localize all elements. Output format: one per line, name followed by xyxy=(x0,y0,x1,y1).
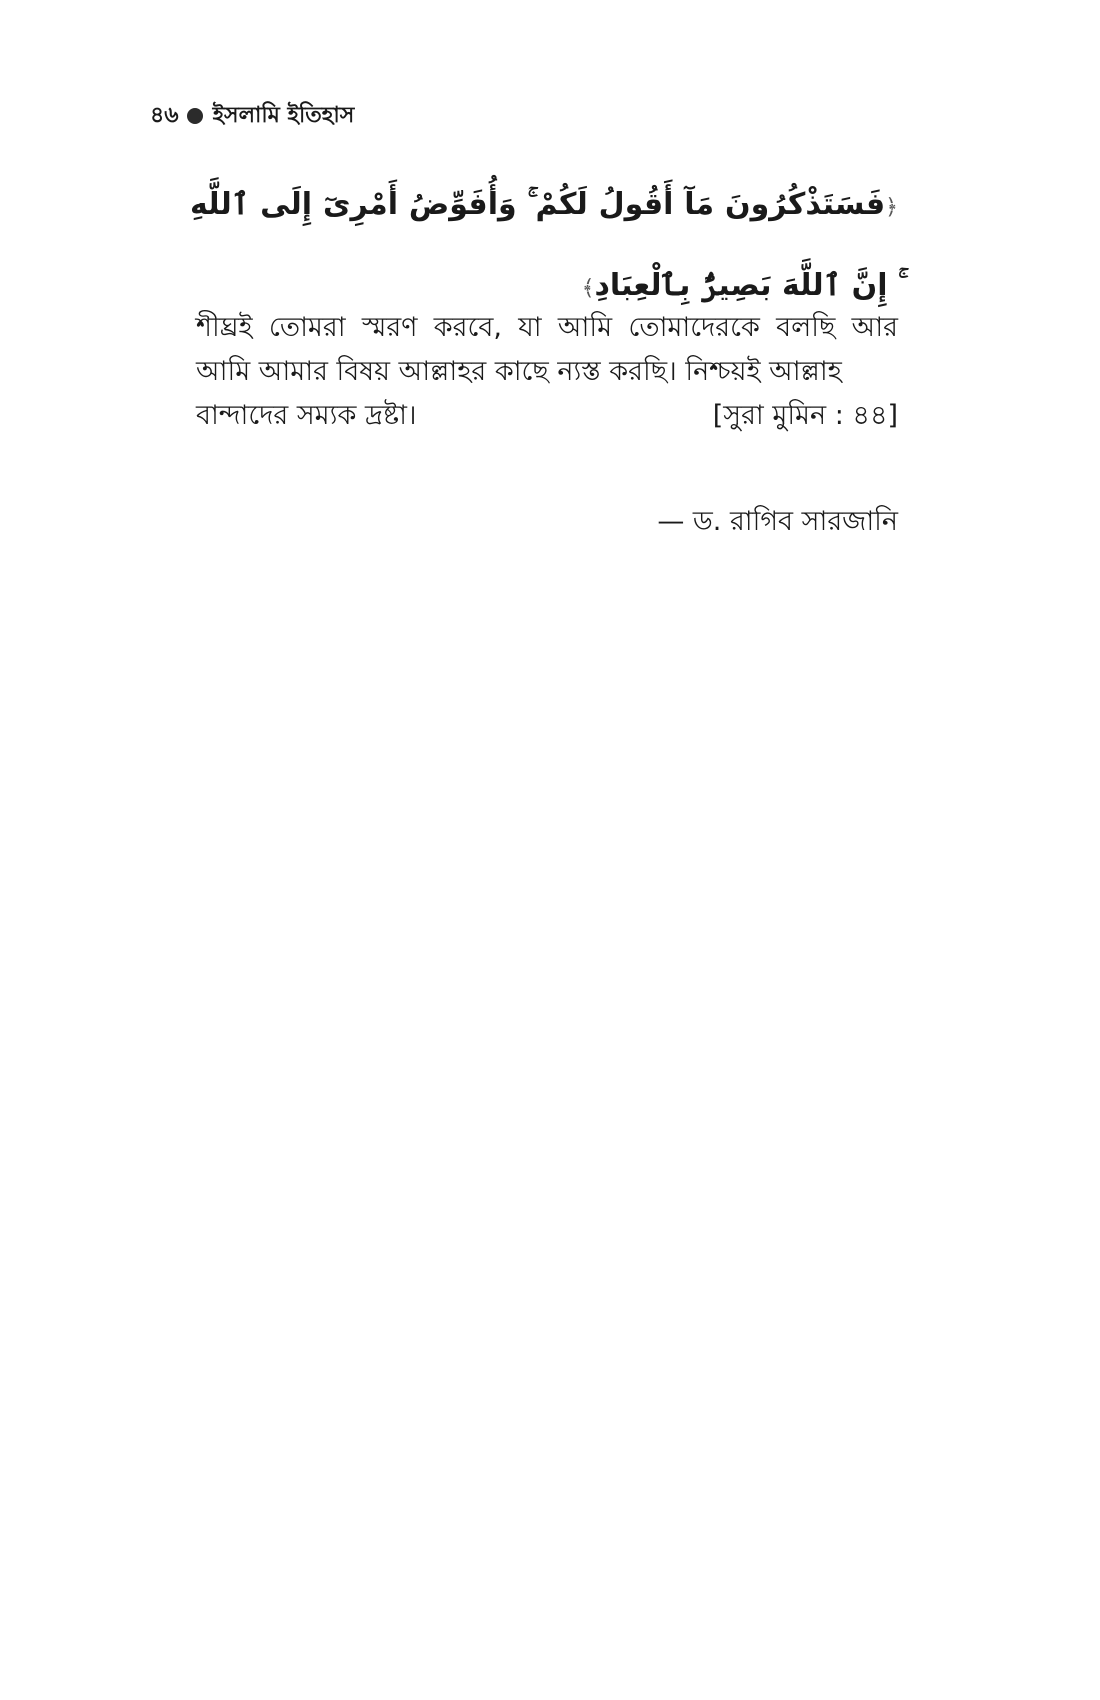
book-title: ইসলামি ইতিহাস xyxy=(212,103,355,128)
arabic-verse-text: فَسَتَذْكُرُونَ مَآ أَقُولُ لَكُمْ ۚ وَأُفَوِّضُ أَمْرِىٓ إِلَى ٱللَّهِ ۚ إِنَّ ٱللَّهَ بَصِيرٌۢ بِٱلْعِبَادِ xyxy=(190,187,898,303)
verse-close-ornament-icon: ﴾ xyxy=(581,276,595,301)
surah-citation: [সুরা মুমিন : ৪৪] xyxy=(712,400,898,431)
author-name: ড. রাগিব সারজানি xyxy=(692,506,898,537)
translation-last-line xyxy=(196,394,898,438)
page-header xyxy=(150,102,354,130)
translation-text: শীঘ্রই তোমরা স্মরণ করবে, যা আমি তোমাদেরকে বলছি আর আমি আমার বিষয় আল্লাহর কাছে ন্যস্ত করছি। নিশ্চয়ই আল্লাহ xyxy=(196,312,898,387)
verse-open-ornament-icon: ﴿ xyxy=(885,195,898,220)
bullet-icon xyxy=(187,108,203,124)
translation-last-line-text: বান্দাদের সম্যক দ্রষ্টা। xyxy=(196,400,417,431)
page-number: ৪৬ xyxy=(150,103,179,128)
verse-translation xyxy=(196,306,898,438)
author-attribution xyxy=(657,504,898,540)
author-dash: — xyxy=(657,506,685,537)
quran-verse-arabic xyxy=(190,166,898,328)
